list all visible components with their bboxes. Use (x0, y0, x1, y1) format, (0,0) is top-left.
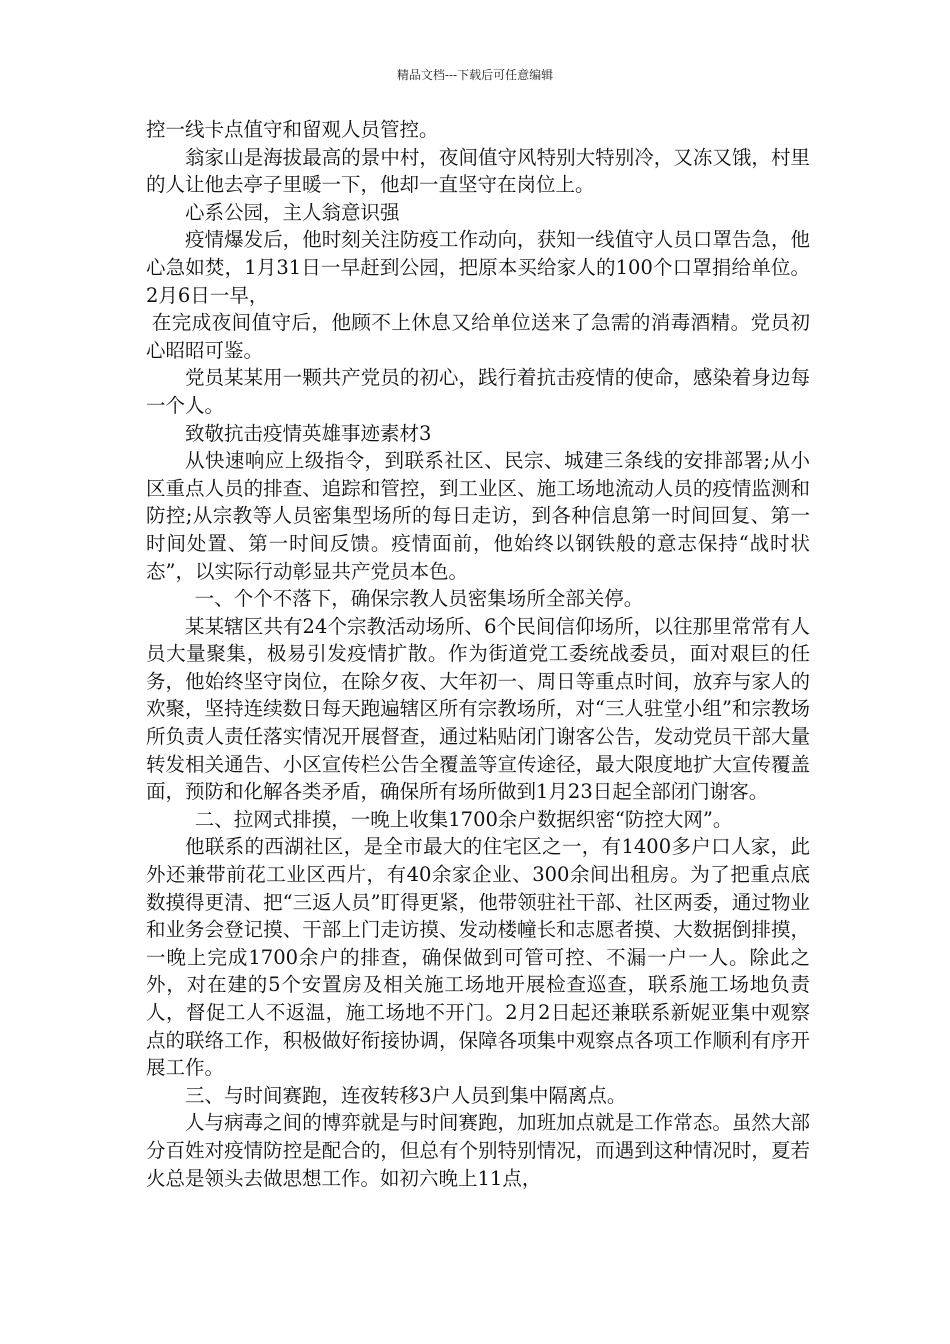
paragraph: 在完成夜间值守后，他顾不上休息又给单位送来了急需的消毒酒精。党员初心昭昭可鉴。 (146, 311, 810, 362)
paragraph: 人与病毒之间的博弈就是与时间赛跑，加班加点就是工作常态。虽然大部分百姓对疫情防控是配合的，但总有个别特别情况，而遇到这种情况时，夏若火总是领头去做思想工作。如初六晚上11点， (146, 1111, 810, 1190)
paragraph: 疫情爆发后，他时刻关注防疫工作动向，获知一线值守人员口罩告急，他心急如焚，1月31日一早赶到公园，把原本买给家人的100个口罩捐给单位。2月6日一早， (146, 228, 810, 307)
section-heading: 心系公园，主人翁意识强 (185, 200, 400, 224)
paragraph: 党员某某用一颗共产党员的初心，践行着抗击疫情的使命，感染着身边每一个人。 (146, 366, 810, 417)
paragraph: 他联系的西湖社区，是全市最大的住宅区之一，有1400多户口人家，此外还兼带前花工业区西片，有40余家企业、300余间出租房。为了把重点底数摸得更清、把“三返人员”盯得更紧，他带领驻社干部、社区两委，通过物业和业务会登记摸、干部上门走访摸、发动楼幢长和志愿者摸、大数据倒排摸，一晚上完成1700余户的排查，确保做到可管可控、不漏一户一人。除此之外，对在建的5个安置房及相关施工场地开展检查巡查，联系施工场地负责人，督促工人不返温，施工场地不开门。2月2日起还兼联系新妮亚集中观察点的联络工作，积极做好衔接协调，保障各项集中观察点各项工作顺利有序开展工作。 (146, 835, 810, 1080)
paragraph: 从快速响应上级指令，到联系社区、民宗、城建三条线的安排部署;从小区重点人员的排查、追踪和管控，到工业区、施工场地流动人员的疫情监测和防控;从宗教等人员密集型场所的每日走访，到各种信息第一时间回复、第一时间处置、第一时间反馈。疫情面前，他始终以钢铁般的意志保持“战时状态”，以实际行动彰显共产党员本色。 (146, 449, 810, 583)
paragraph: 控一线卡点值守和留观人员管控。 (146, 118, 439, 141)
paragraph: 某某辖区共有24个宗教活动场所、6个民间信仰场所，以往那里常常有人员大量聚集，极易引发疫情扩散。作为街道党工委统战委员，面对艰巨的任务，他始终坚守岗位，在除夕夜、大年初一、周日等重点时间，放弃与家人的欢聚，坚持连续数日每天跑遍辖区所有宗教场所，对“三人驻堂小组”和宗教场所负责人责任落实情况开展督查，通过粘贴闭门谢客公告，发动党员干部大量转发相关通告、小区宣传栏公告全覆盖等宣传途径，最大限度地扩大宣传覆盖面，预防和化解各类矛盾，确保所有场所做到1月23日起全部闭门谢客。 (146, 614, 810, 804)
page-header: 精品文档---下载后可任意编辑 (396, 68, 554, 82)
section-heading: 二、拉网式排摸，一晚上收集1700余户数据织密“防控大网”。 (194, 807, 733, 831)
paragraph: 翁家山是海拔最高的景中村，夜间值守风特别大特别冷，又冻又饿，村里的人让他去亭子里暖一下，他却一直坚守在岗位上。 (146, 145, 810, 197)
section-heading: 三、与时间赛跑，连夜转移3户人员到集中隔离点。 (185, 1083, 627, 1107)
section-heading: 致敬抗击疫情英雄事迹素材3 (185, 421, 432, 445)
document-body (146, 116, 810, 1192)
section-heading: 一、个个不落下，确保宗教人员密集场所全部关停。 (194, 587, 644, 611)
